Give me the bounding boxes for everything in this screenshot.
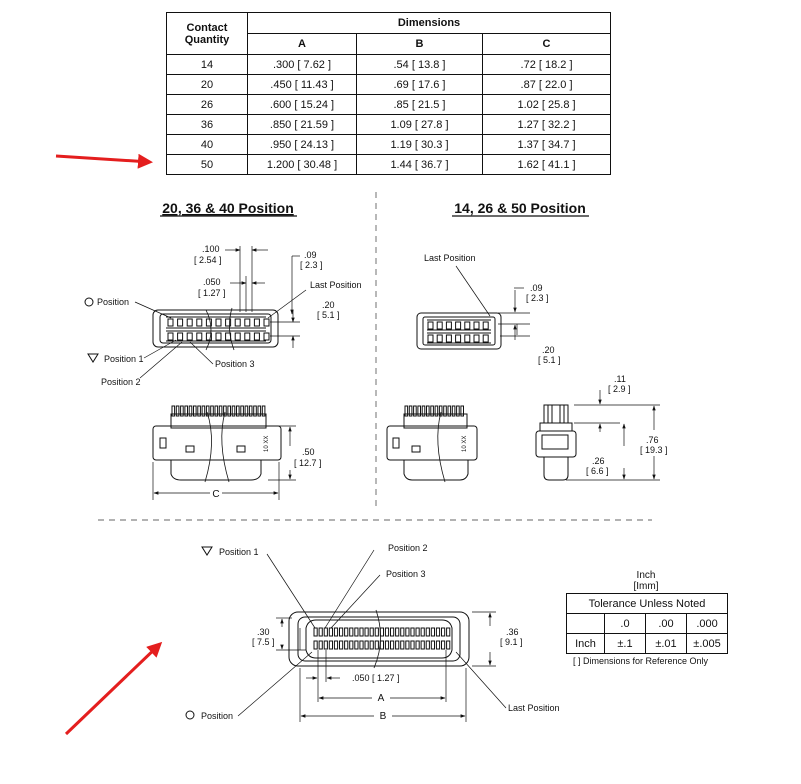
tolerance-table — [566, 593, 728, 654]
callout-position-2: Position 2 — [388, 543, 428, 553]
table-cell: 1.02 [ 25.8 ] — [483, 95, 611, 115]
table-cell: .00 — [646, 614, 687, 634]
contact-pin — [168, 319, 173, 326]
table-cell: 40 — [167, 135, 248, 155]
table-cell: .300 [ 7.62 ] — [248, 55, 357, 75]
dim-label: [ 19.3 ] — [640, 445, 668, 455]
dim-label: [ 12.7 ] — [294, 458, 322, 468]
contact-pin — [178, 333, 183, 340]
contact-pin — [235, 319, 240, 326]
contact-pin — [245, 333, 250, 340]
callout-position: Position — [201, 711, 234, 721]
contact-pin — [456, 335, 461, 342]
contact-pin — [401, 641, 404, 649]
contact-pin — [340, 641, 343, 649]
contact-pin — [360, 628, 363, 636]
contact-pin — [428, 335, 433, 342]
contact-pin — [375, 628, 378, 636]
table-cell: ±.005 — [687, 634, 728, 654]
contact-pin — [437, 335, 442, 342]
table-cell: 14 — [167, 55, 248, 75]
dim-label: [ 1.27 ] — [198, 288, 226, 298]
contact-pin — [391, 641, 394, 649]
dim-label: [ 7.5 ] — [252, 637, 275, 647]
contact-pin — [416, 641, 419, 649]
col-a-header: A — [248, 34, 357, 55]
contact-pin — [437, 322, 442, 329]
callout-position-1: Position 1 — [104, 354, 144, 364]
callout-position-2: Position 2 — [101, 377, 141, 387]
contact-header-line2: Quantity — [184, 33, 230, 46]
end-view — [536, 405, 576, 480]
dim-label: .20 — [322, 300, 335, 310]
right-section-title: 14, 26 & 50 Position — [454, 200, 586, 216]
dim-label: .09 — [304, 250, 317, 260]
dim-label: [ 9.1 ] — [500, 637, 523, 647]
contact-pin — [431, 641, 434, 649]
contact-pin — [396, 641, 399, 649]
contact-pin — [426, 641, 429, 649]
contact-pin — [264, 319, 269, 326]
table-cell: .000 — [687, 614, 728, 634]
table-cell: 1.37 [ 34.7 ] — [483, 135, 611, 155]
dim-label: [ 2.3 ] — [526, 293, 549, 303]
table-cell: 1.62 [ 41.1 ] — [483, 155, 611, 175]
callout-last-position: Last Position — [310, 280, 362, 290]
contact-pin — [406, 628, 409, 636]
contact-pin — [319, 628, 322, 636]
dim-b-label: B — [379, 711, 387, 722]
dimensions-header: Dimensions — [248, 13, 611, 34]
contact-pin — [370, 641, 373, 649]
contact-pin — [406, 641, 409, 649]
circle-marker-icon — [186, 711, 194, 719]
contact-pin — [168, 333, 173, 340]
dim-label: [ 5.1 ] — [538, 355, 561, 365]
table-cell: ±.1 — [605, 634, 646, 654]
contact-pin — [426, 628, 429, 636]
contact-pin — [385, 641, 388, 649]
contact-pin — [431, 628, 434, 636]
contact-pin — [421, 628, 424, 636]
contact-pin — [380, 641, 383, 649]
dim-label: .36 — [506, 627, 519, 637]
contact-pin — [375, 641, 378, 649]
contact-pin — [465, 322, 470, 329]
contact-pin — [334, 628, 337, 636]
col-b-header: B — [357, 34, 483, 55]
contact-pin — [197, 333, 202, 340]
contact-pin — [350, 641, 353, 649]
dim-label: .050 [ 1.27 ] — [352, 673, 400, 683]
contact-pin — [474, 335, 479, 342]
callout-last-position: Last Position — [424, 253, 476, 263]
contact-pin — [411, 641, 414, 649]
contact-pin — [197, 319, 202, 326]
table-cell: .87 [ 22.0 ] — [483, 75, 611, 95]
bottom-front-view — [289, 610, 469, 668]
contact-pin — [474, 322, 479, 329]
left-side-view — [153, 406, 281, 482]
contact-pin — [446, 335, 451, 342]
contact-pin — [216, 319, 221, 326]
contact-pin — [391, 628, 394, 636]
red-arrow-icon — [66, 644, 160, 734]
table-cell: 50 — [167, 155, 248, 175]
contact-pin — [187, 319, 192, 326]
dim-label: .30 — [257, 627, 270, 637]
callout-position-3: Position 3 — [386, 569, 426, 579]
dim-label: .09 — [530, 283, 543, 293]
table-cell: .850 [ 21.59 ] — [248, 115, 357, 135]
left-front-view — [153, 308, 278, 350]
dim-c-label: C — [212, 489, 220, 500]
contact-pin — [355, 641, 358, 649]
contact-pin — [345, 628, 348, 636]
left-section-title: 20, 36 & 40 Position — [162, 200, 294, 216]
contact-pin — [456, 322, 461, 329]
table-cell: 1.27 [ 32.2 ] — [483, 115, 611, 135]
callout-position-1: Position 1 — [219, 547, 259, 557]
dim-label: .050 — [203, 277, 221, 287]
contact-pin — [355, 628, 358, 636]
contact-pin — [428, 322, 433, 329]
table-cell: 20 — [167, 75, 248, 95]
triangle-marker-icon — [202, 547, 212, 555]
table-cell: Inch — [567, 634, 605, 654]
dim-label: .11 — [614, 374, 626, 384]
dim-label: [ 2.54 ] — [194, 255, 222, 265]
dim-label: .100 — [202, 244, 220, 254]
table-cell: 36 — [167, 115, 248, 135]
contact-pin — [442, 641, 445, 649]
dim-label: .76 — [646, 435, 659, 445]
contact-pin — [340, 628, 343, 636]
table-cell — [567, 614, 605, 634]
table-cell: .72 [ 18.2 ] — [483, 55, 611, 75]
contact-pin — [465, 335, 470, 342]
part-marking: 10 XX — [462, 435, 468, 452]
table-cell: 1.19 [ 30.3 ] — [357, 135, 483, 155]
contact-pin — [314, 628, 317, 636]
tolerance-title: Tolerance Unless Noted — [567, 594, 728, 614]
contact-pin — [178, 319, 183, 326]
contact-pin — [416, 628, 419, 636]
contact-pin — [365, 641, 368, 649]
contact-pin — [446, 322, 451, 329]
contact-pin — [436, 628, 439, 636]
circle-marker-icon — [85, 298, 93, 306]
contact-pin — [254, 333, 259, 340]
contact-pin — [350, 628, 353, 636]
table-cell: .450 [ 11.43 ] — [248, 75, 357, 95]
table-cell: .600 [ 15.24 ] — [248, 95, 357, 115]
table-cell: .54 [ 13.8 ] — [357, 55, 483, 75]
callout-position: Position — [97, 297, 130, 307]
contact-pin — [334, 641, 337, 649]
contact-pin — [264, 333, 269, 340]
table-cell: .69 [ 17.6 ] — [357, 75, 483, 95]
contact-pin — [345, 641, 348, 649]
contact-pin — [254, 319, 259, 326]
contact-pin — [447, 628, 450, 636]
table-cell: .85 [ 21.5 ] — [357, 95, 483, 115]
table-cell: .0 — [605, 614, 646, 634]
table-cell: 26 — [167, 95, 248, 115]
dim-label: [ 2.9 ] — [608, 384, 631, 394]
contact-pin — [245, 319, 250, 326]
contact-pin — [319, 641, 322, 649]
reference-note: [ ] Dimensions for Reference Only — [573, 656, 709, 666]
contact-pin — [442, 628, 445, 636]
dim-label: .50 — [302, 447, 315, 457]
contact-pin — [360, 641, 363, 649]
contact-pin — [447, 641, 450, 649]
dim-label: [ 5.1 ] — [317, 310, 340, 320]
unit-label-inch: Inch — [636, 570, 656, 581]
red-arrow-icon — [56, 156, 150, 162]
contact-pin — [324, 628, 327, 636]
contact-pin — [235, 333, 240, 340]
dim-label: .26 — [592, 456, 605, 466]
col-c-header: C — [483, 34, 611, 55]
contact-pin — [329, 641, 332, 649]
callout-position-3: Position 3 — [215, 359, 255, 369]
dim-label: [ 2.3 ] — [300, 260, 323, 270]
contact-pin — [385, 628, 388, 636]
callout-last-position: Last Position — [508, 703, 560, 713]
contact-pin — [436, 641, 439, 649]
contact-pin — [370, 628, 373, 636]
unit-label-mm: [Imm] — [633, 581, 659, 592]
contact-pin — [187, 333, 192, 340]
table-cell: ±.01 — [646, 634, 687, 654]
right-front-view — [417, 313, 501, 349]
contact-pin — [483, 322, 488, 329]
contact-pin — [483, 335, 488, 342]
contact-pin — [314, 641, 317, 649]
table-cell: 1.200 [ 30.48 ] — [248, 155, 357, 175]
table-cell: 1.44 [ 36.7 ] — [357, 155, 483, 175]
table-cell: 1.09 [ 27.8 ] — [357, 115, 483, 135]
dim-a-label: A — [377, 693, 385, 704]
part-marking: 10 XX — [264, 435, 270, 452]
triangle-marker-icon — [88, 354, 98, 362]
table-cell: .950 [ 24.13 ] — [248, 135, 357, 155]
contact-pin — [411, 628, 414, 636]
contact-pin — [396, 628, 399, 636]
contact-pin — [324, 641, 327, 649]
dim-label: .20 — [542, 345, 555, 355]
contact-pin — [401, 628, 404, 636]
dim-label: [ 6.6 ] — [586, 466, 609, 476]
contact-pin — [216, 333, 221, 340]
contact-header-line1: Contact — [186, 21, 228, 34]
contact-pin — [365, 628, 368, 636]
contact-pin — [421, 641, 424, 649]
contact-pin — [329, 628, 332, 636]
